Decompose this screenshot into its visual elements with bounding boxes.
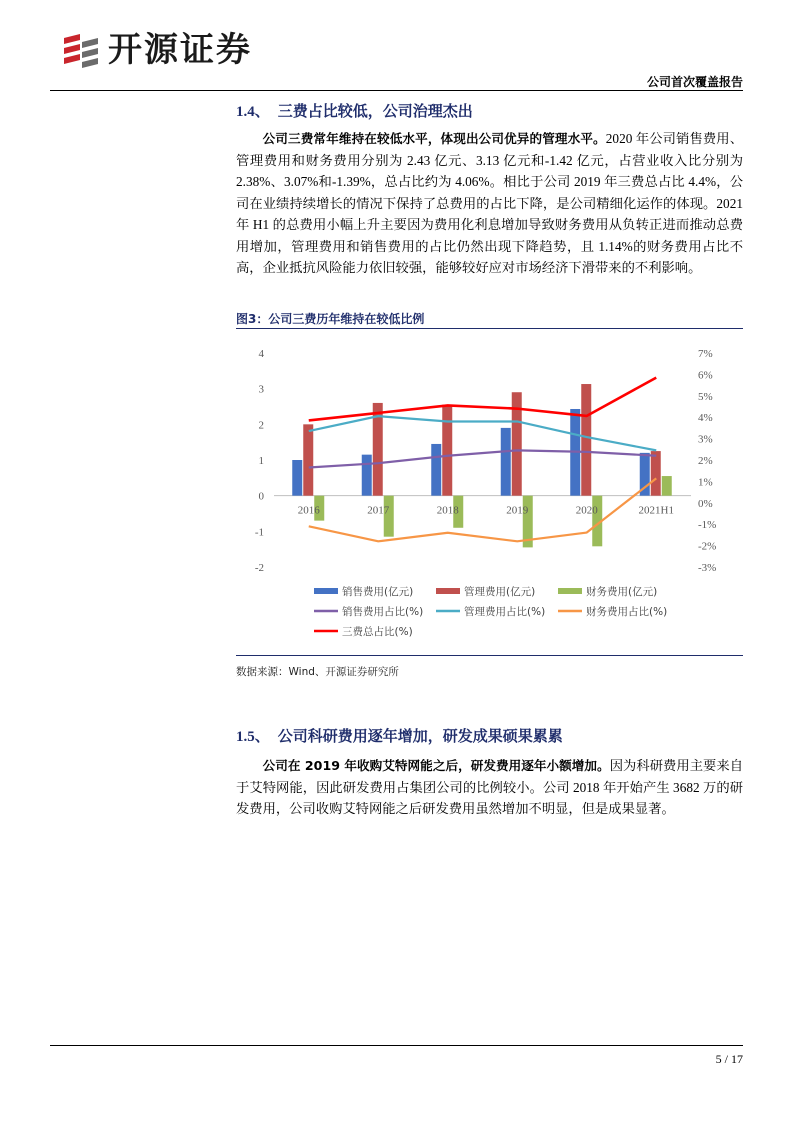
lead-sentence: 公司三费常年维持在较低水平，体现出公司优异的管理水平。 — [262, 131, 606, 146]
section-title: 公司科研费用逐年增加，研发成果硕果累累 — [277, 727, 563, 745]
legend-label: 销售费用占比(%) — [342, 606, 424, 618]
x-axis-tick-label: 2016 — [297, 504, 320, 517]
section-number: 1.5、 — [236, 729, 270, 745]
x-axis-tick-label: 2019 — [506, 504, 529, 517]
right-axis-tick-label: 6% — [698, 369, 713, 382]
legend-label: 管理费用占比(%) — [464, 606, 546, 618]
left-axis-tick-label: 0 — [258, 490, 264, 503]
right-axis-tick-label: 0% — [698, 497, 713, 510]
legend-label: 财务费用占比(%) — [586, 606, 668, 618]
right-axis-tick-label: 7% — [698, 348, 713, 360]
legend-label: 销售费用(亿元) — [342, 586, 414, 598]
figure-top-rule — [236, 328, 743, 329]
paragraph-body: 因为科研费用主要来自于艾特网能，因此研发费用占集团公司的比例较小。公司 2018 年开始产生 3682 万的研发费用，公司收购艾特网能之后研发费用虽然增加不明显，但是成果显著。 — [236, 758, 744, 816]
section-1-5-heading — [236, 725, 563, 746]
right-axis-tick-label: 5% — [698, 390, 713, 403]
paragraph-body: 2020 年公司销售费用、管理费用和财务费用分别为 2.43 亿元、3.13 亿元和-1.42 亿元，占营业收入比分别为 2.38%、3.07%和-1.39%，总占比约为 4.06%。相比于公司 2019 年三费总占比 4.4%，公司在业绩持续增长的情况下保持了总费用的占比下降，是公司精细化运作的体现。2021 年 H1 的总费用小幅上升主要因为费用化利息增加导致财务费用从负转正进而推动总费用增加，管理费用和销售费用的占比仍然出现下降趋势，且 1.14%的财务费用占比不高，企业抵抗风险能力依旧较强，能够较好应对市场经济下滑带来的不利影响。 — [236, 131, 744, 275]
bar — [501, 428, 511, 496]
right-axis-tick-label: 2% — [698, 455, 713, 467]
series-line — [309, 378, 657, 421]
left-axis-tick-label: 2 — [258, 419, 264, 432]
legend-swatch — [436, 588, 460, 594]
section-title: 三费占比较低，公司治理杰出 — [277, 102, 473, 120]
bar — [292, 460, 302, 496]
legend-swatch — [314, 588, 338, 594]
right-axis-tick-label: -1% — [698, 519, 717, 532]
footer-divider — [50, 1045, 743, 1046]
figure-source: 数据来源：Wind、开源证券研究所 — [236, 666, 399, 678]
section-1-5-paragraph — [236, 755, 743, 820]
legend-label: 财务费用(亿元) — [586, 586, 658, 598]
figure-bottom-rule — [236, 655, 743, 656]
x-axis-tick-label: 2021H1 — [638, 504, 674, 517]
bar — [431, 444, 441, 496]
page-number: 5 / 17 — [715, 1052, 743, 1066]
section-1-4-paragraph — [236, 128, 743, 279]
header-divider — [50, 90, 743, 91]
right-axis-tick-label: 1% — [698, 476, 713, 489]
expense-ratio-chart — [236, 335, 743, 653]
section-1-4-heading — [236, 100, 473, 121]
left-axis-tick-label: 3 — [258, 383, 264, 396]
bar — [442, 405, 452, 496]
x-axis-tick-label: 2020 — [575, 504, 598, 517]
report-type: 公司首次覆盖报告 — [646, 75, 743, 89]
bar — [651, 451, 661, 496]
x-axis-tick-label: 2018 — [436, 504, 459, 517]
legend-label: 三费总占比(%) — [342, 626, 413, 638]
bar — [662, 476, 672, 496]
right-axis-tick-label: -3% — [698, 562, 717, 574]
left-axis-tick-label: 1 — [258, 455, 264, 467]
left-axis-tick-label: -1 — [254, 526, 264, 539]
brand-name: 开源证券 — [108, 30, 252, 70]
series-line — [309, 478, 657, 541]
right-axis-tick-label: -2% — [698, 540, 717, 553]
lead-sentence: 公司在 2019 年收购艾特网能之后，研发费用逐年小额增加。 — [262, 758, 610, 773]
bar — [581, 384, 591, 496]
legend-label: 管理费用(亿元) — [464, 586, 536, 598]
right-axis-tick-label: 3% — [698, 433, 713, 446]
right-axis-tick-label: 4% — [698, 412, 713, 425]
x-axis-tick-label: 2017 — [367, 504, 390, 517]
bar — [303, 424, 313, 495]
company-logo-icon — [58, 28, 104, 74]
left-axis-tick-label: 4 — [258, 348, 264, 360]
section-number: 1.4、 — [236, 104, 270, 120]
series-line — [309, 416, 657, 450]
left-axis-tick-label: -2 — [254, 562, 264, 574]
bar — [362, 455, 372, 496]
figure-title: 图3：公司三费历年维持在较低比例 — [236, 312, 425, 326]
legend-swatch — [558, 588, 582, 594]
series-line — [309, 450, 657, 467]
